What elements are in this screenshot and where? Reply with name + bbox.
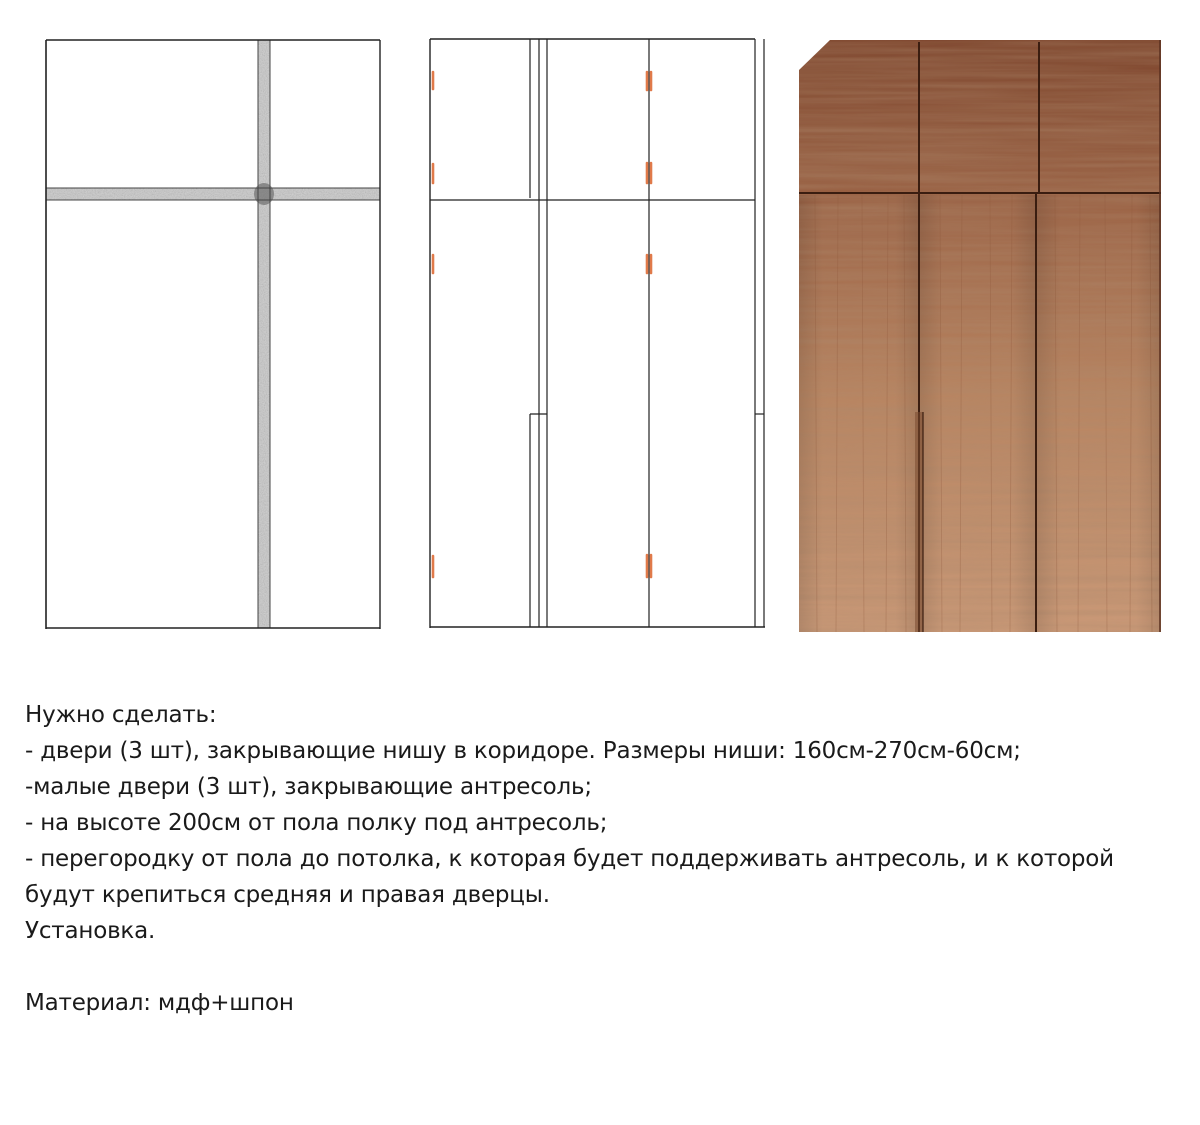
requirements-text <box>25 697 1185 1021</box>
niche-plan-diagram <box>46 40 380 629</box>
note-doors: - двери (3 шт), закрывающие нишу в коридоре. Размеры ниши: 160см-270см-60см; <box>25 738 1021 764</box>
note-partition-cont: будут крепиться средняя и правая дверцы. <box>25 882 550 908</box>
door-layout-diagram <box>430 39 765 628</box>
hinge-markers <box>433 72 651 577</box>
note-shelf: - на высоте 200см от пола полку под антресоль; <box>25 810 608 836</box>
note-material: Материал: мдф+шпон <box>25 990 294 1016</box>
note-installation: Установка. <box>25 918 156 944</box>
note-small-doors: -малые двери (3 шт), закрывающие антресоль; <box>25 774 592 800</box>
note-partition: - перегородку от пола до потолка, к которая будет поддерживать антресоль, и к которой <box>25 846 1114 872</box>
notes-heading: Нужно сделать: <box>25 702 217 728</box>
handle-slot <box>915 412 923 632</box>
wood-wardrobe-render <box>799 40 1161 632</box>
blank-line <box>25 949 1185 985</box>
